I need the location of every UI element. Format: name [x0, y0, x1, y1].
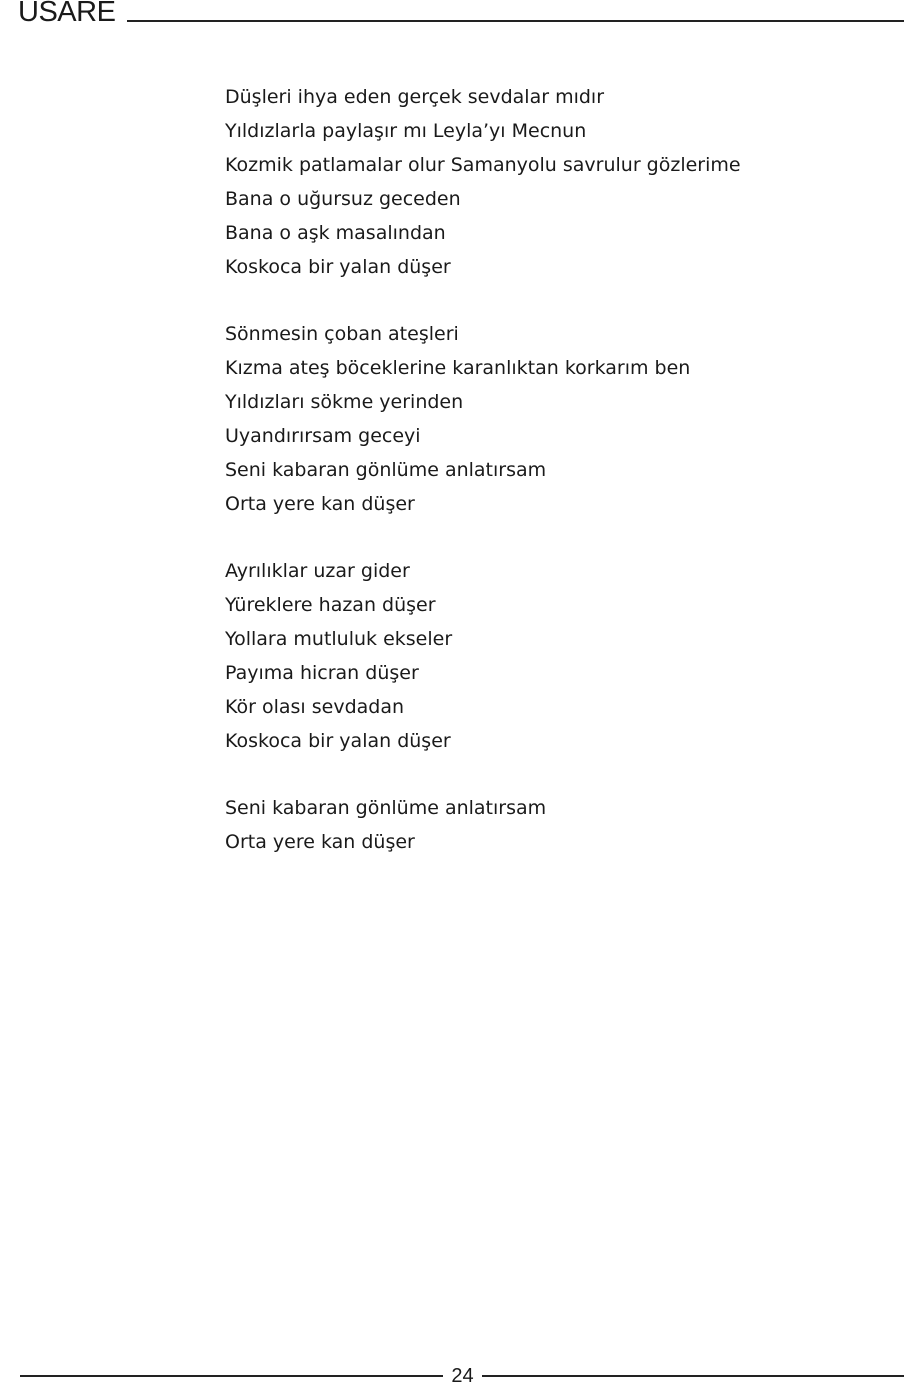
poem-line: Yollara mutluluk ekseler	[225, 628, 453, 650]
poem-line: Yıldızlarla paylaşır mı Leyla’yı Mecnun	[225, 120, 587, 142]
poem-line: Yıldızları sökme yerinden	[225, 391, 464, 413]
stanza-1	[225, 80, 865, 284]
poem-line: Uyandırırsam geceyi	[225, 425, 421, 447]
page-footer	[20, 1364, 904, 1388]
poem-line: Koskoca bir yalan düşer	[225, 256, 451, 278]
poem-line: Bana o aşk masalından	[225, 222, 446, 244]
poem-line: Seni kabaran gönlüme anlatırsam	[225, 459, 547, 481]
poem-body	[225, 80, 865, 892]
poem-line: Orta yere kan düşer	[225, 493, 415, 515]
poem-line: Yüreklere hazan düşer	[225, 594, 436, 616]
poem-line: Payıma hicran düşer	[225, 662, 419, 684]
stanza-4	[225, 791, 865, 859]
footer-rule-left	[20, 1375, 443, 1377]
poem-line: Ayrılıklar uzar gider	[225, 560, 410, 582]
footer-rule-right	[482, 1375, 904, 1377]
running-header-title: USARE	[18, 0, 116, 28]
poem-line: Kızma ateş böceklerine karanlıktan korkarım ben	[225, 357, 691, 379]
page-number: 24	[451, 1365, 474, 1387]
poem-line: Seni kabaran gönlüme anlatırsam	[225, 797, 547, 819]
poem-line: Düşleri ihya eden gerçek sevdalar mıdır	[225, 86, 605, 108]
stanza-2	[225, 317, 865, 521]
poem-line: Kozmik patlamalar olur Samanyolu savrulur gözlerime	[225, 154, 741, 176]
poem-line: Kör olası sevdadan	[225, 696, 405, 718]
poem-line: Bana o uğursuz geceden	[225, 188, 461, 210]
stanza-3	[225, 554, 865, 758]
poem-line: Sönmesin çoban ateşleri	[225, 323, 459, 345]
page-header	[18, 0, 904, 30]
header-rule	[127, 20, 904, 22]
poem-line: Koskoca bir yalan düşer	[225, 730, 451, 752]
poem-line: Orta yere kan düşer	[225, 831, 415, 853]
